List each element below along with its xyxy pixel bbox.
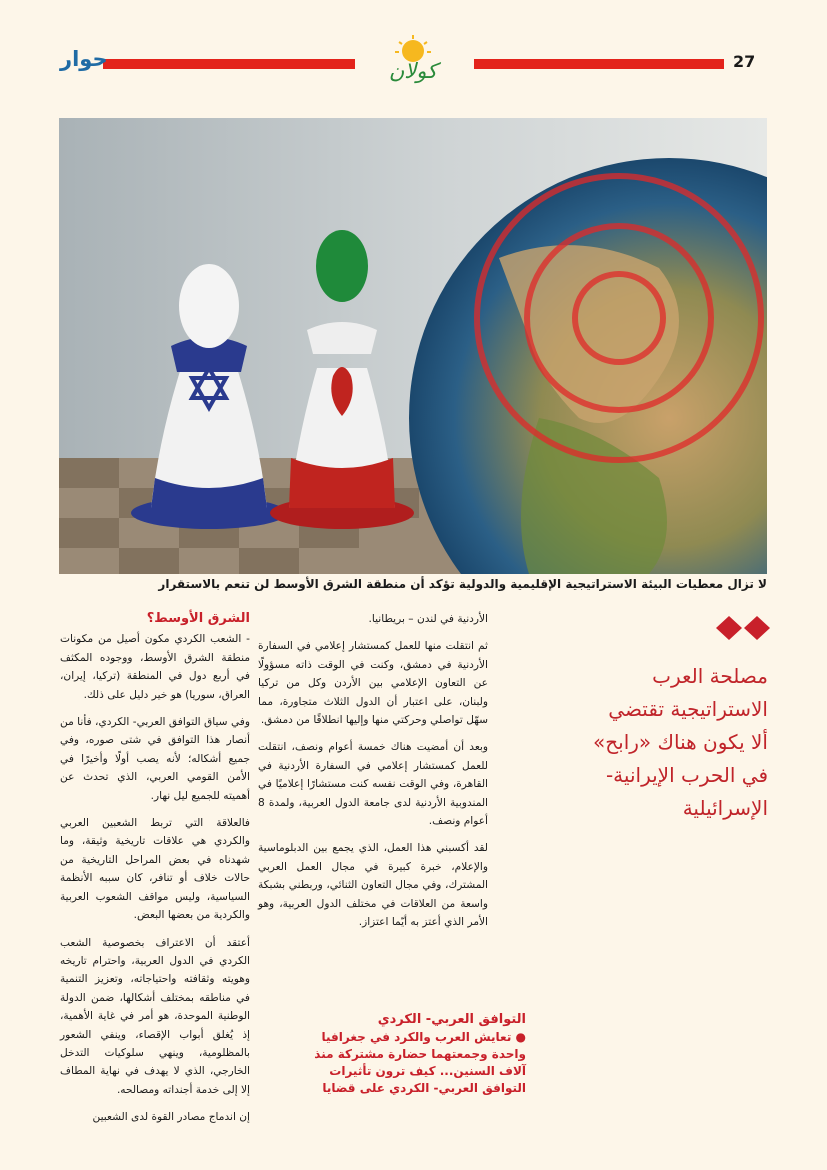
column-heading: الشرق الأوسط؟ xyxy=(146,611,250,626)
pull-quote-line: ألا يكون هناك «رابح» xyxy=(593,730,768,754)
header-rule-right xyxy=(474,59,724,69)
subheading: التوافق العربي- الكردي xyxy=(377,1012,526,1027)
logo-wordmark: كولان xyxy=(388,59,438,83)
question-text: تعايش العرب والكرد في جغرافيا واحدة وجمعتهما حضارة مشتركة منذ آلاف السنين... كيف ترون تأثيرات التوافق العربي- الكردي على قضايا xyxy=(314,1030,526,1095)
paragraph: ثم انتقلت منها للعمل كمستشار إعلامي في السفارة الأردنية في دمشق، وكنت في الوقت ذاته مسؤولًا عن التعاون الإعلامي بين الأردن وكل من تركيا ولبنان، على اعتبار أن الدول الثلاث متجاورة، مما سهّل تواصلي وحركتي منها وإليها انطلاقًا من دمشق. xyxy=(258,640,488,727)
paragraph: وبعد أن أمضيت هناك خمسة أعوام ونصف، انتقلت للعمل كمستشار إعلامي في السفارة الأردنية في القاهرة، وفي الوقت نفسه كنت مستشارًا إعلاميًا في المندوبية الأردنية لدى جامعة الدول العربية، ولمدة 8 أعوام ونصف. xyxy=(258,741,488,828)
header-rule-left xyxy=(103,59,355,69)
pull-quote xyxy=(560,660,768,825)
pull-quote-line: مصلحة العرب xyxy=(652,664,768,688)
pull-quote-line: في الحرب الإيرانية- xyxy=(605,763,768,787)
section-label: حوار xyxy=(60,47,108,71)
paragraph: لقد أكسبني هذا العمل، الذي يجمع بين الدبلوماسية والإعلام، خبرة كبيرة في مجال العمل العربي المشترك، وفي مجال التعاون الثنائي، وربطني بشبكة واسعة من العلاقات في مختلف الدول العربية، وهو الأمر الذي أعتز به أيّما اعتزاز. xyxy=(258,842,488,929)
paragraph: - الشعب الكردي مكون أصيل من مكونات منطقة الشرق الأوسط، ووجوده المكثف في أربع دول في المنطقة (تركيا، إيران، العراق، سوريا) هو خير دليل على ذلك. xyxy=(60,633,250,701)
paragraph: إن اندماج مصادر القوة لدى الشعبين xyxy=(92,1111,250,1124)
sun-icon xyxy=(395,35,431,62)
photo-caption: لا تزال معطيات البيئة الاستراتيجية الإقليمية والدولية تؤكد أن منطقة الشرق الأوسط لن تنعم بالاستقرار xyxy=(158,577,767,591)
paragraph: فالعلاقة التي تربط الشعبين العربي والكردي هي علاقات تاريخية وثيقة، وما شهدناه في بعض المراحل التاريخية من حالات خلاف أو تنافر، كان سببه الأنظمة السياسية، وليس مواقف الشعوب العربية والكردية من بعضها البعض. xyxy=(60,817,250,922)
interview-question xyxy=(300,1029,526,1097)
paragraph: أعتقد أن الاعتراف بخصوصية الشعب الكردي في الدول العربية، واحترام تاريخه وهويته وثقافته واحتياجاته، وتعزيز التنمية في مناطقه بمختلف أشكالها، ضمن الدولة الوطنية الموحدة، هو أمر في غاية الأهمية، إذ يُغلق أبواب الإقصاء، وينفي الشعور بالمظلومية، وينهي سلوكيات التدخل الخارجي، الذي لا يهدف في نهاية المطاف إلا إلى خدمة أجنداته ومصالحه. xyxy=(60,936,250,1096)
diamond-ornament-icon xyxy=(716,616,772,640)
question-block xyxy=(300,1012,526,1097)
paragraph: وفي سياق التوافق العربي- الكردي، فأنا من أنصار هذا التوافق في شتى صوره، وفي جميع أشكاله؛ لأنه يصب أولًا وأخيرًا في الأمن القومي العربي، الذي تحدث عن أهميته للجميع ليل نهار. xyxy=(60,716,250,802)
bullet-icon: ● xyxy=(511,1030,526,1044)
page-number: 27 xyxy=(733,52,756,71)
magazine-logo xyxy=(358,34,468,88)
pull-quote-line: الإسرائيلية xyxy=(682,796,768,820)
article-photo xyxy=(59,118,767,574)
article-column-middle xyxy=(258,610,488,941)
paragraph: الأردنية في لندن – بريطانيا. xyxy=(368,613,488,625)
pull-quote-line: الاستراتيجية تقتضي xyxy=(608,697,768,721)
article-column-left xyxy=(60,610,250,1136)
